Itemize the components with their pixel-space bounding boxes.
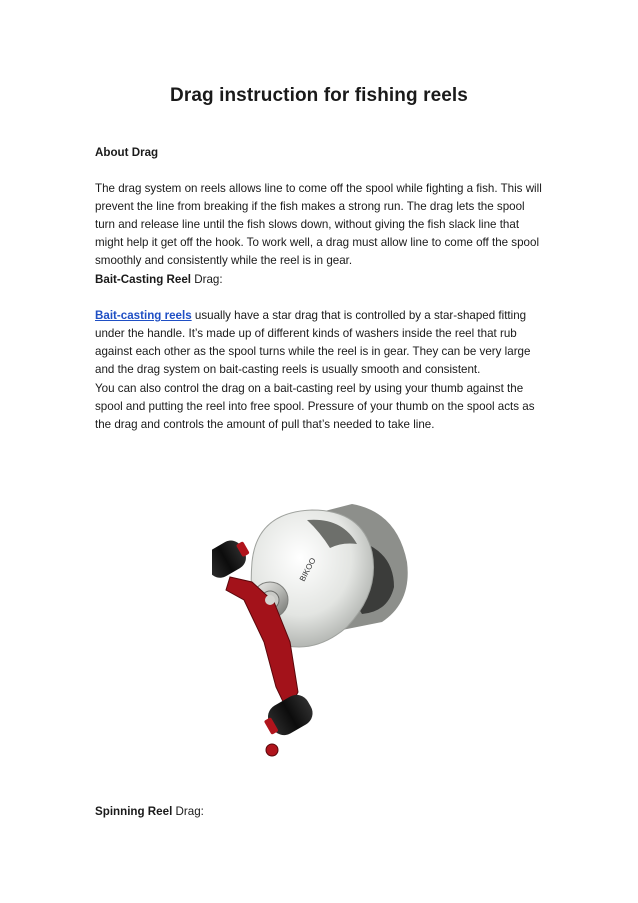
- spinning-heading: [95, 803, 545, 821]
- thumb-drag-paragraph: You can also control the drag on a bait-casting reel by using your thumb against the spool and putting the reel into free spool. Pressure of your thumb on the spool acts as the drag and controls the amount of pull that’s needed to take line.: [95, 382, 535, 431]
- handle-knob-top: [212, 534, 254, 582]
- baitcasting-reels-link[interactable]: Bait-casting reels: [95, 309, 192, 322]
- document-title: Drag instruction for fishing reels: [170, 85, 468, 106]
- about-drag-heading: About Drag: [95, 146, 159, 159]
- baitcasting-reel-image: [212, 482, 427, 772]
- handle-nut: [265, 595, 275, 605]
- baitcasting-paragraph-text: usually have a star drag that is controlled by a star-shaped fitting under the handle. It’s made up of different kinds of washers inside the reel that rub against each other as the spool turns while the reel is in gear. They can be very large and the drag system on bait-casting reels is usually smooth and consistent.: [95, 309, 531, 376]
- handle-knob-bottom: [260, 690, 318, 742]
- handle-knob-cap: [266, 744, 278, 756]
- reel-illustration: [212, 482, 427, 772]
- baitcasting-heading-bold: Bait-Casting Reel: [95, 273, 191, 286]
- baitcasting-paragraph: [95, 307, 545, 379]
- baitcasting-heading-rest: Drag:: [191, 273, 223, 286]
- spinning-heading-rest: Drag:: [172, 805, 204, 818]
- reel-brand-text: BIKOO: [297, 556, 318, 583]
- baitcasting-heading: [95, 271, 545, 289]
- about-drag-paragraph: The drag system on reels allows line to come off the spool while fighting a fish. This will prevent the line from breaking if the fish makes a strong run. The drag lets the spool turn and release line until the fish slows down, without giving the fish slack line that might help it get off the hook. To work well, a drag must allow line to come off the spool smoothly and consistently while the reel is in gear.: [95, 182, 542, 267]
- spinning-heading-bold: Spinning Reel: [95, 805, 173, 818]
